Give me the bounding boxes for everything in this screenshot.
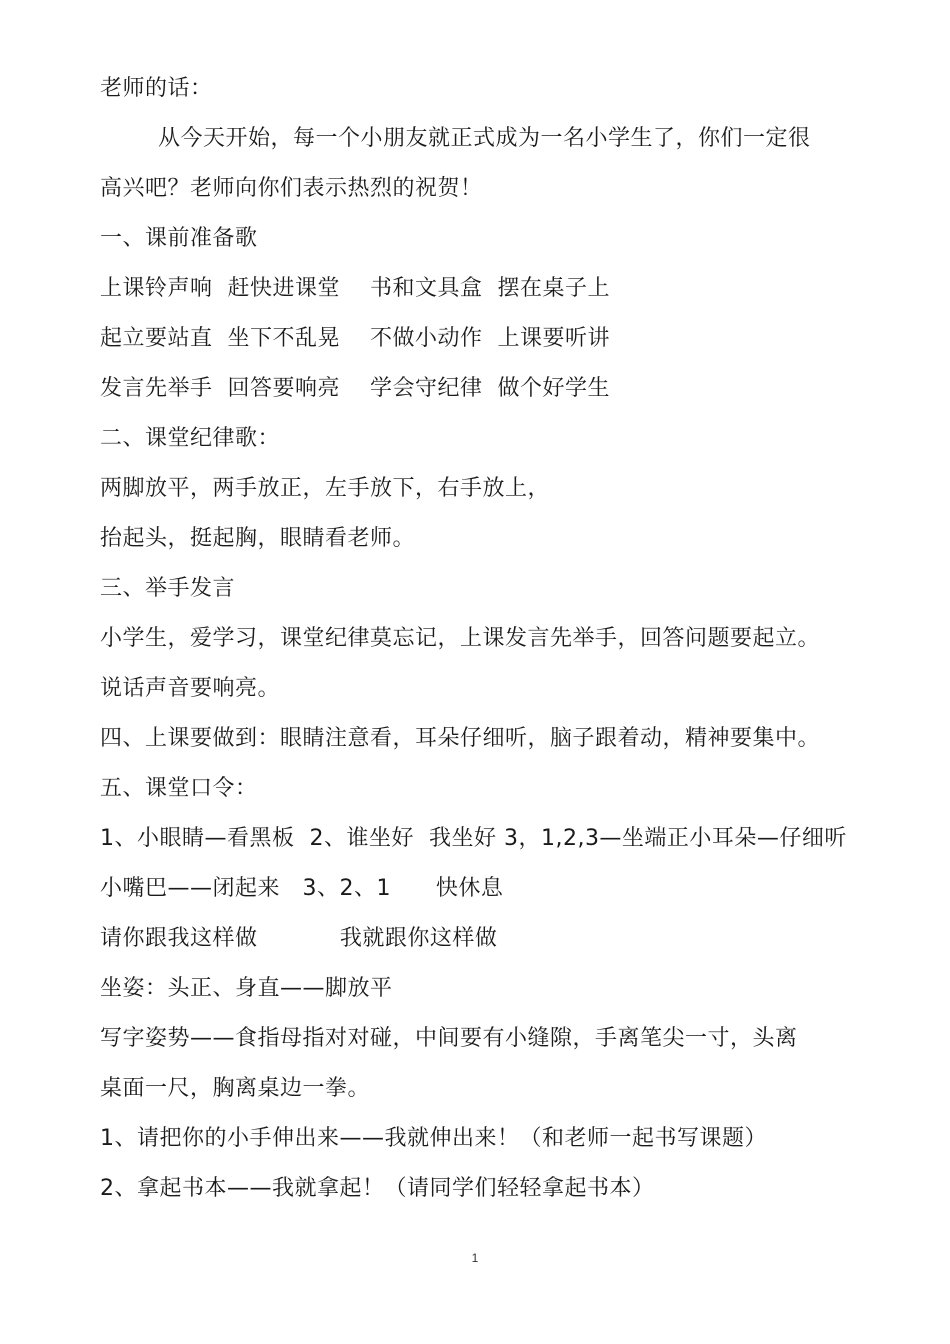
paragraph-line: 从今天开始，每一个小朋友就正式成为一名小学生了，你们一定很 [158, 126, 811, 151]
paragraph-line: 说话声音要响亮。 [100, 676, 281, 701]
section-heading-4: 四、上课要做到：眼睛注意看，耳朵仔细听，脑子跟着动，精神要集中。 [100, 726, 821, 751]
command-line: 小嘴巴——闭起来 3、2、1 快休息 [100, 876, 504, 901]
section-heading-2: 二、课堂纪律歌： [100, 426, 281, 451]
list-item: 2、拿起书本——我就拿起！（请同学们轻轻拿起书本） [100, 1176, 655, 1201]
song-line: 发言先举手 回答要响亮 学会守纪律 做个好学生 [100, 376, 610, 401]
song-line: 上课铃声响 赶快进课堂 书和文具盒 摆在桌子上 [100, 276, 610, 301]
section-heading-1: 一、课前准备歌 [100, 226, 258, 251]
command-line: 1、小眼睛—看黑板 2、谁坐好 我坐好 3，1,2,3—坐端正小耳朵—仔细听 [100, 826, 847, 851]
command-line: 请你跟我这样做 我就跟你这样做 [100, 926, 498, 951]
song-line: 起立要站直 坐下不乱晃 不做小动作 上课要听讲 [100, 326, 610, 351]
paragraph-line: 两脚放平，两手放正，左手放下，右手放上， [100, 476, 551, 501]
list-item: 1、请把你的小手伸出来——我就伸出来！（和老师一起书写课题） [100, 1126, 767, 1151]
section-heading-5: 五、课堂口令： [100, 776, 258, 801]
paragraph-line: 写字姿势——食指母指对对碰，中间要有小缝隙，手离笔尖一寸，头离 [100, 1026, 798, 1051]
teacher-words-heading: 老师的话： [100, 76, 213, 101]
paragraph-line: 小学生，爱学习，课堂纪律莫忘记，上课发言先举手，回答问题要起立。 [100, 626, 821, 651]
page-number: 1 [471, 1251, 479, 1265]
paragraph-line: 抬起头，挺起胸，眼睛看老师。 [100, 526, 416, 551]
paragraph-line: 高兴吧？老师向你们表示热烈的祝贺！ [100, 176, 483, 201]
command-line: 坐姿：头正、身直——脚放平 [100, 976, 393, 1001]
paragraph-line: 桌面一尺，胸离桌边一拳。 [100, 1076, 371, 1101]
section-heading-3: 三、举手发言 [100, 576, 236, 601]
